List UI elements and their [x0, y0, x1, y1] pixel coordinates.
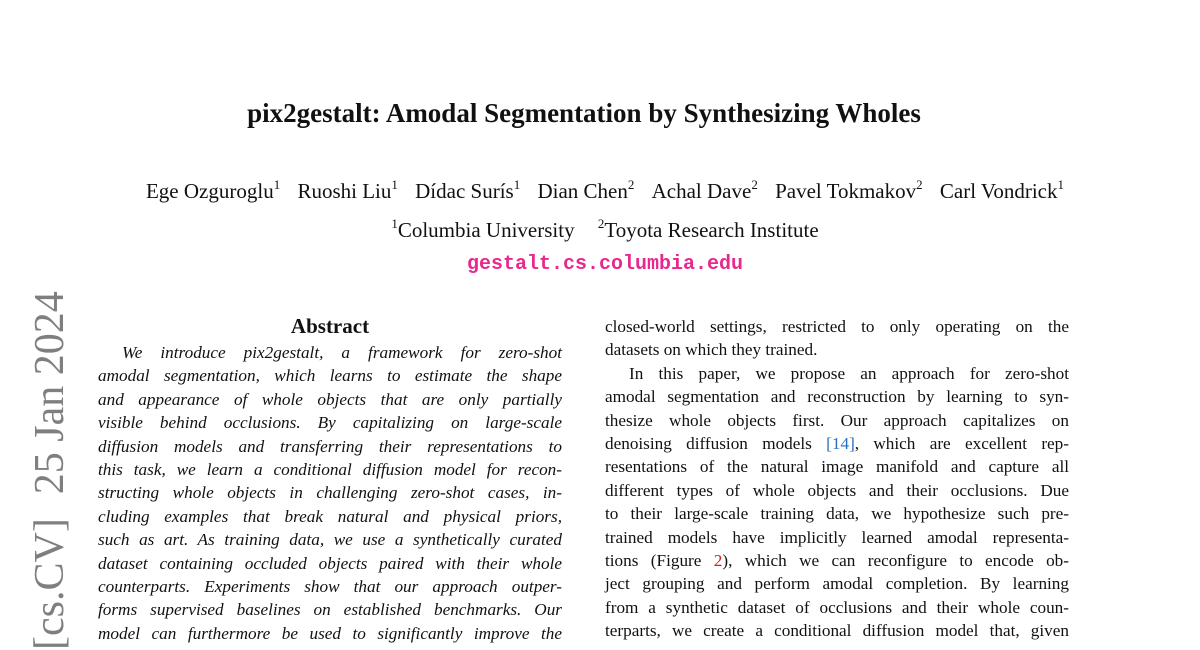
affiliation: $^2$Toyota Research Institute: [597, 216, 819, 242]
intro-line: trained models have implicitly learned amodal representa-: [605, 527, 1069, 547]
intro-line: denoising diffusion models [14], which are excellent rep-: [605, 433, 1069, 453]
author: Dian Chen$^2$: [537, 177, 635, 203]
author: Ege Ozguroglu$^1$: [145, 177, 281, 203]
abstract-line: visible behind occlusions. By capitalizing on large-scale: [98, 413, 562, 433]
author: Pavel Tokmakov$^2$: [775, 177, 923, 203]
author-list: [0, 179, 1200, 204]
abstract-line: amodal segmentation, which learns to estimate the shape: [98, 366, 562, 386]
author: Ruoshi Liu$^1$: [297, 177, 398, 203]
intro-line: ject grouping and perform amodal completion. By learning: [605, 574, 1069, 594]
affiliation: $^1$Columbia University: [391, 216, 575, 242]
abstract-line: dataset containing occluded objects paired with their whole: [98, 553, 562, 573]
abstract-line: model can furthermore be used to significantly improve the: [98, 623, 562, 643]
abstract-line: such as art. As training data, we use a synthetically curated: [98, 530, 562, 550]
intro-line: closed-world settings, restricted to only operating on the: [605, 317, 1069, 336]
abstract-line: and appearance of whole objects that are only partially: [98, 389, 562, 409]
abstract-body: [98, 341, 562, 645]
abstract-line: structing whole objects in challenging zero-shot cases, in-: [98, 483, 562, 503]
arxiv-category: [cs.CV]: [27, 518, 73, 650]
abstract-line: counterparts. Experiments show that our approach outper-: [98, 576, 562, 596]
intro-line: different types of whole objects and their occlusions. Due: [605, 480, 1069, 500]
project-url-link[interactable]: gestalt.cs.columbia.edu: [466, 253, 744, 276]
abstract-line: this task, we learn a conditional diffusion model for recon-: [98, 459, 562, 479]
intro-line: amodal segmentation and reconstruction by learning to syn-: [605, 387, 1069, 407]
affiliation-list: [0, 218, 1200, 243]
citation-link[interactable]: [14]: [826, 433, 855, 453]
intro-line: terparts, we create a conditional diffusion model that, given: [605, 621, 1069, 641]
intro-line: datasets on which they trained.: [605, 340, 818, 360]
intro-line: In this paper, we propose an approach for zero-shot: [629, 363, 1069, 383]
author: Achal Dave$^2$: [651, 177, 758, 203]
figure-ref-link[interactable]: 2: [713, 550, 723, 570]
intro-line: resentations of the natural image manifold and capture all: [605, 457, 1069, 477]
intro-line: from a synthetic dataset of occlusions and their whole coun-: [605, 597, 1069, 617]
intro-line: to their large-scale training data, we hypothesize such pre-: [605, 504, 1069, 524]
abstract-line: forms supervised baselines on established benchmarks. Our: [98, 600, 562, 620]
abstract-line: diffusion models and transferring their representations to: [98, 436, 562, 456]
arxiv-date: 25 Jan 2024: [27, 291, 73, 495]
introduction-body: [605, 315, 1069, 642]
paper-title: pix2gestalt: Amodal Segmentation by Synthesizing Wholes: [247, 98, 921, 128]
abstract-heading: Abstract: [290, 314, 370, 338]
author: Carl Vondrick$^1$: [939, 177, 1065, 203]
abstract-line: cluding examples that break natural and physical priors,: [98, 506, 562, 526]
intro-line: tions (Figure 2), which we can reconfigure to encode ob-: [605, 550, 1069, 570]
intro-line: thesize whole objects first. Our approach capitalizes on: [605, 410, 1069, 430]
author: Dídac Surís$^1$: [415, 177, 521, 203]
abstract-line: We introduce pix2gestalt, a framework for zero-shot: [122, 343, 562, 362]
arxiv-identifier: [29, 267, 71, 650]
